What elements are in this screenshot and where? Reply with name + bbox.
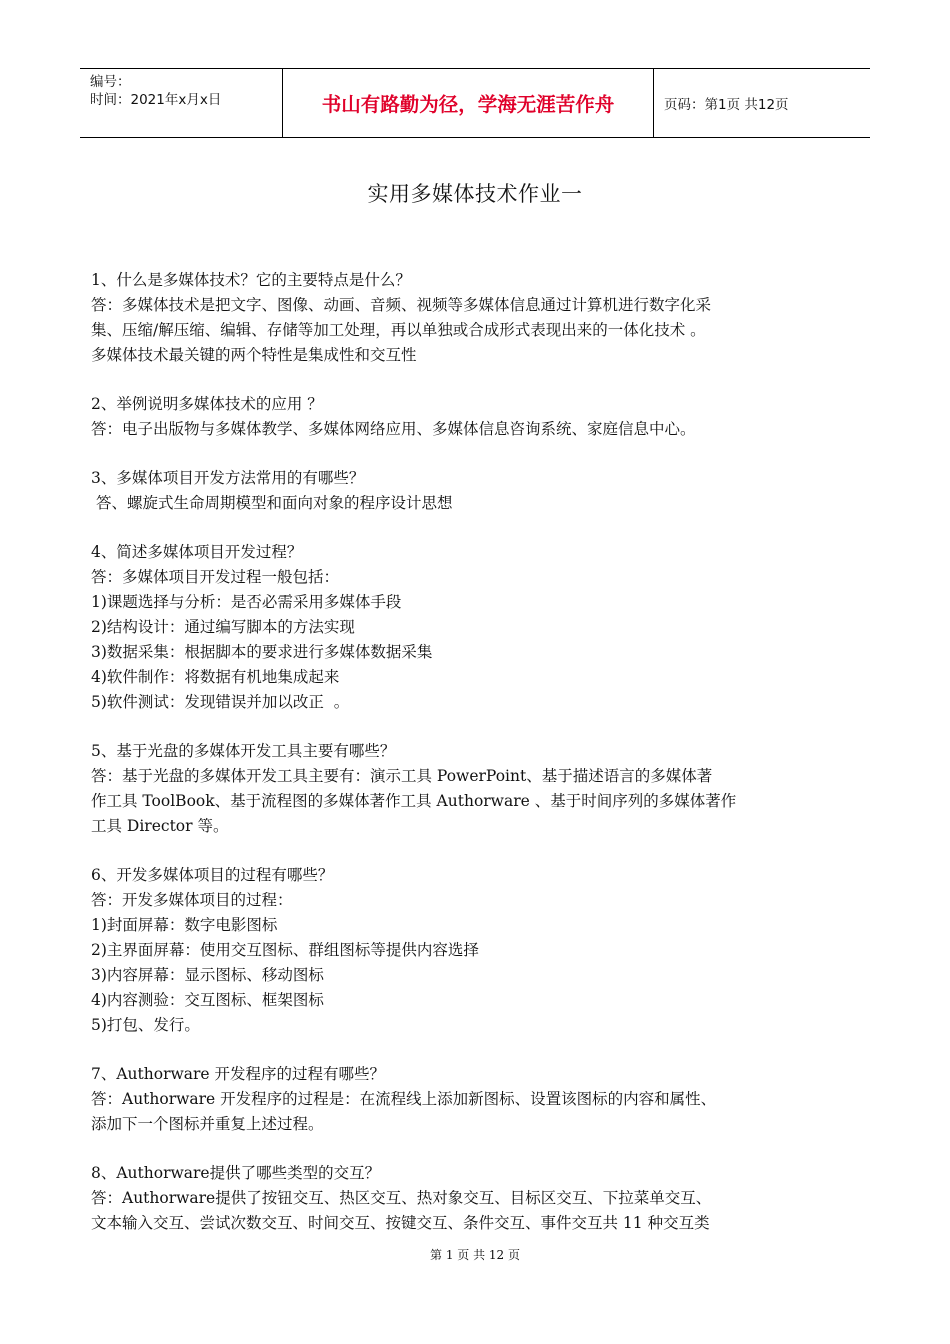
paragraph-gap: [91, 715, 871, 739]
document-number-label: 编号：: [90, 74, 131, 90]
answer-line: 答：开发多媒体项目的过程：: [91, 891, 293, 909]
answer-line: 答：多媒体技术是把文字、图像、动画、音频、视频等多媒体信息通过计算机进行数字化采: [91, 296, 712, 314]
answer-line: 答：Authorware提供了按钮交互、热区交互、热对象交互、目标区交互、下拉菜单交互、: [91, 1189, 712, 1207]
answer-line: 3)数据采集：根据脚本的要求进行多媒体数据采集: [91, 643, 433, 661]
answer-line: 答：多媒体项目开发过程一般包括：: [91, 568, 340, 586]
header-motto: 书山有路勤为径，学海无涯苦作舟: [321, 93, 615, 116]
header-page-info: 页码：第1页 共12页: [664, 97, 789, 113]
answer-line: 1)课题选择与分析：是否必需采用多媒体手段: [91, 593, 402, 611]
answer-line: 4)软件制作：将数据有机地集成起来: [91, 668, 340, 686]
question-line: 4、简述多媒体项目开发过程？: [91, 543, 303, 561]
header-motto-cell: [282, 69, 654, 137]
answer-line: 1)封面屏幕：数字电影图标: [91, 916, 278, 934]
answer-line: 答：基于光盘的多媒体开发工具主要有：演示工具 PowerPoint、基于描述语言的多媒体著: [91, 767, 713, 785]
answer-line: 文本输入交互、尝试次数交互、时间交互、按键交互、条件交互、事件交互共 11 种交互类: [91, 1214, 710, 1232]
answer-line: 多媒体技术最关键的两个特性是集成性和交互性: [91, 346, 417, 364]
question-line: 5、基于光盘的多媒体开发工具主要有哪些？: [91, 742, 396, 760]
answer-line: 5)软件测试：发现错误并加以改正 。: [91, 693, 350, 711]
answer-line: 答：电子出版物与多媒体教学、多媒体网络应用、多媒体信息咨询系统、家庭信息中心。: [91, 420, 696, 438]
answer-line: 3)内容屏幕：显示图标、移动图标: [91, 966, 324, 984]
paragraph-gap: [91, 839, 871, 863]
answer-line: 2)主界面屏幕：使用交互图标、群组图标等提供内容选择: [91, 941, 479, 959]
paragraph-gap: [91, 368, 871, 392]
question-line: 6、开发多媒体项目的过程有哪些？: [91, 866, 334, 884]
answer-line: 集、压缩/解压缩、编辑、存储等加工处理，再以单独或合成形式表现出来的一体化技术 。: [91, 321, 706, 339]
answer-line: 5)打包、发行。: [91, 1016, 200, 1034]
answer-line: 工具 Director 等。: [91, 817, 229, 835]
question-line: 1、什么是多媒体技术？它的主要特点是什么？: [91, 271, 411, 289]
question-line: 8、Authorware提供了哪些类型的交互？: [91, 1164, 381, 1182]
answer-line: 作工具 ToolBook、基于流程图的多媒体著作工具 Authorware 、基于时间序列的多媒体著作: [91, 792, 737, 810]
answer-line: 添加下一个图标并重复上述过程。: [91, 1115, 324, 1133]
page-footer: 第 1 页 共 12 页: [430, 1248, 520, 1262]
paragraph-gap: [91, 1137, 871, 1161]
paragraph-gap: [91, 1038, 871, 1062]
document-title: 实用多媒体技术作业一: [367, 182, 583, 206]
paragraph-gap: [91, 516, 871, 540]
paragraph-gap: [91, 442, 871, 466]
header-table: [80, 68, 870, 138]
header-left-cell: [80, 69, 282, 137]
question-line: 2、举例说明多媒体技术的应用 ？: [91, 395, 323, 413]
document-body: [91, 268, 871, 1236]
document-date-label: 时间：2021年x月x日: [90, 92, 222, 108]
answer-line: 答、螺旋式生命周期模型和面向对象的程序设计思想: [91, 494, 453, 512]
answer-line: 4)内容测验：交互图标、框架图标: [91, 991, 324, 1009]
answer-line: 答：Authorware 开发程序的过程是：在流程线上添加新图标、设置该图标的内容和属性、: [91, 1090, 717, 1108]
question-line: 3、多媒体项目开发方法常用的有哪些？: [91, 469, 365, 487]
answer-line: 2)结构设计：通过编写脚本的方法实现: [91, 618, 355, 636]
question-line: 7、Authorware 开发程序的过程有哪些？: [91, 1065, 386, 1083]
header-page-cell: [654, 69, 870, 137]
